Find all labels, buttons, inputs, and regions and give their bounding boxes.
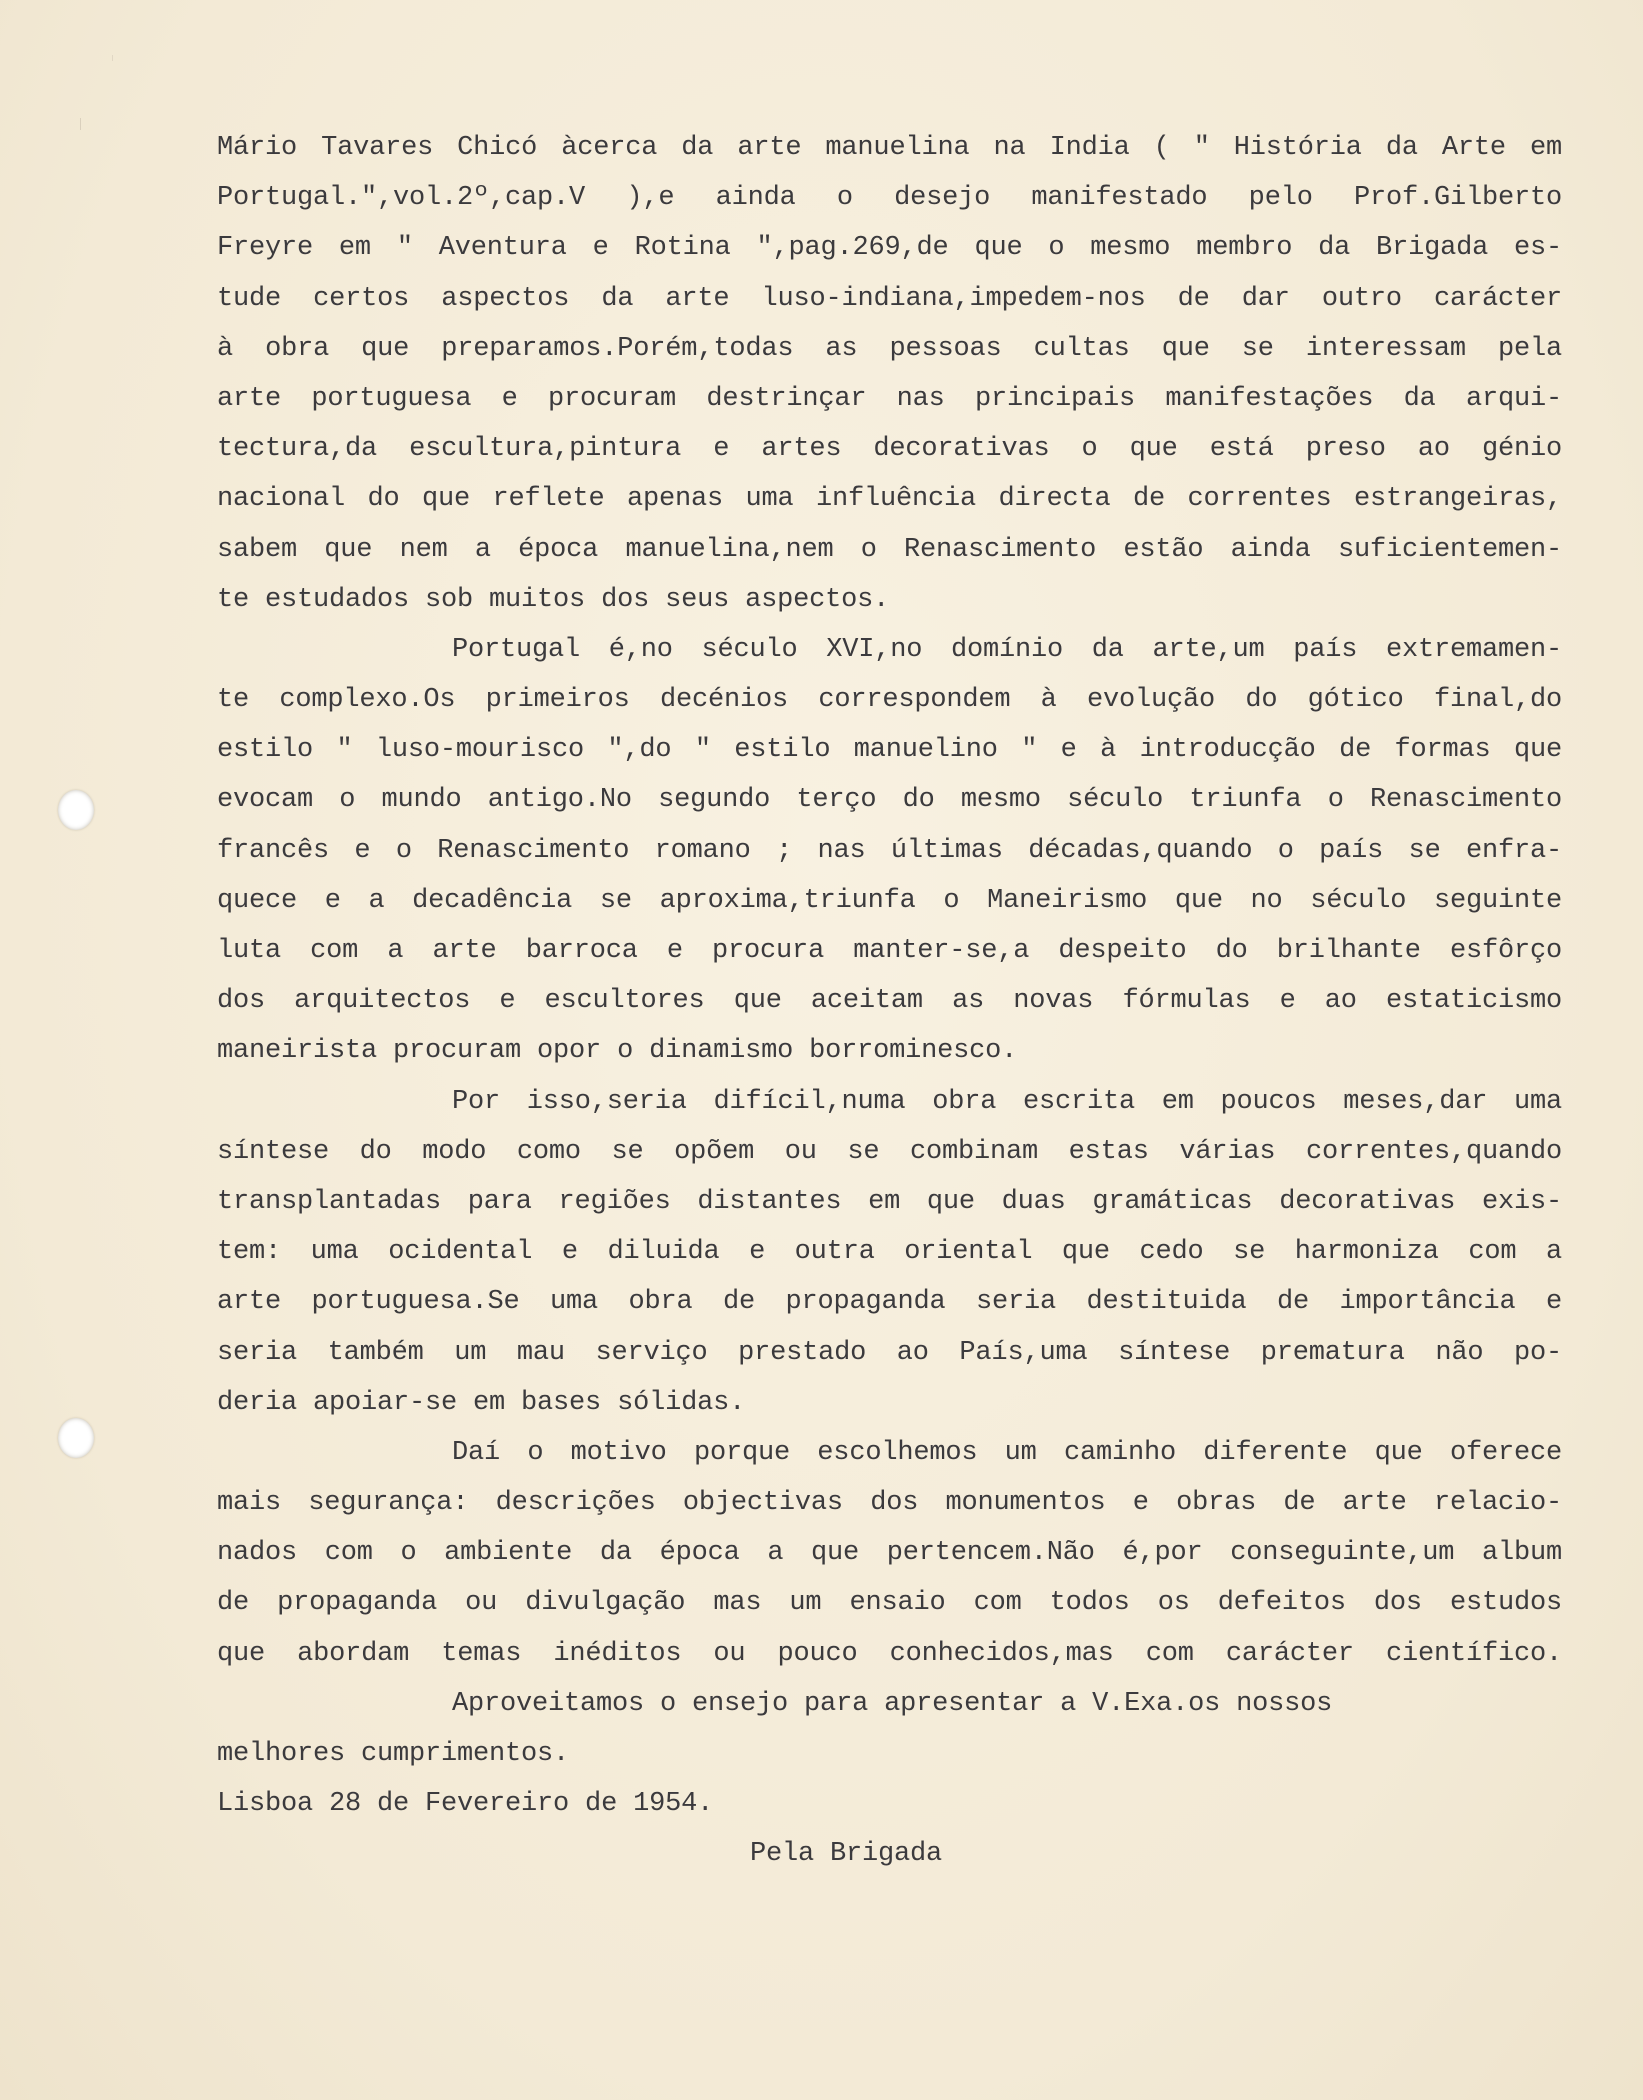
text-line: Mário Tavares Chicó àcerca da arte manuelina na India ( " História da Arte em [217, 133, 1562, 163]
text-line: tectura,da escultura,pintura e artes decorativas o que está preso ao génio [217, 434, 1562, 465]
text-line: te estudados sob muitos dos seus aspectos. [217, 584, 890, 615]
date-line: Lisboa 28 de Fevereiro de 1954. [217, 1789, 714, 1820]
text-line: nacional do que reflete apenas uma influência directa de correntes estrangeiras, [217, 484, 1562, 515]
text-line: maneirista procuram opor o dinamismo borrominesco. [217, 1036, 1018, 1067]
punch-hole-icon [58, 1418, 94, 1458]
text-line: francês e o Renascimento romano ; nas últimas décadas,quando o país se enfra- [217, 835, 1562, 866]
text-line: arte portuguesa.Se uma obra de propaganda seria destituida de importância e [217, 1287, 1562, 1318]
text-line: mais segurança: descrições objectivas dos monumentos e obras de arte relacio- [217, 1488, 1562, 1519]
text-line: de propaganda ou divulgação mas um ensaio com todos os defeitos dos estudos [217, 1588, 1562, 1619]
text-line: dos arquitectos e escultores que aceitam as novas fórmulas e ao estaticismo [217, 986, 1562, 1017]
paper-mark [112, 55, 115, 61]
paper-mark [80, 118, 85, 130]
punch-hole-icon [58, 790, 94, 830]
text-line: quece e a decadência se aproxima,triunfa o Maneirismo que no século seguinte [217, 885, 1562, 916]
text-line: à obra que preparamos.Porém,todas as pessoas cultas que se interessam pela [217, 333, 1562, 364]
text-line: tude certos aspectos da arte luso-indiana,impedem-nos de dar outro carácter [217, 283, 1562, 314]
text-line: sabem que nem a época manuelina,nem o Renascimento estão ainda suficientemen- [217, 534, 1562, 565]
text-line: arte portuguesa e procuram destrinçar nas principais manifestações da arqui- [217, 383, 1562, 414]
text-line: te complexo.Os primeiros decénios correspondem à evolução do gótico final,do [217, 685, 1562, 716]
text-line: Portugal.",vol.2º,cap.V ),e ainda o desejo manifestado pelo Prof.Gilberto [217, 183, 1562, 214]
text-line: Freyre em " Aventura e Rotina ",pag.269,de que o mesmo membro da Brigada es- [217, 233, 1562, 264]
text-line: que abordam temas inéditos ou pouco conhecidos,mas com carácter científico. [217, 1638, 1562, 1669]
text-line: Daí o motivo porque escolhemos um caminho diferente que oferece [452, 1437, 1562, 1468]
letter-body [217, 123, 1562, 1880]
text-line: Por isso,seria difícil,numa obra escrita em poucos meses,dar uma [452, 1086, 1562, 1117]
text-line: transplantadas para regiões distantes em que duas gramáticas decorativas exis- [217, 1186, 1562, 1217]
text-line: Portugal é,no século XVI,no domínio da arte,um país extremamen- [452, 634, 1562, 665]
text-line: luta com a arte barroca e procura manter-se,a despeito do brilhante esfôrço [217, 936, 1562, 966]
text-line: Aproveitamos o ensejo para apresentar a V.Exa.os nossos [452, 1688, 1333, 1719]
text-line: melhores cumprimentos. [217, 1739, 570, 1769]
signature-line: Pela Brigada [750, 1839, 943, 1870]
text-line: estilo " luso-mourisco ",do " estilo manuelino " e à introducção de formas que [217, 735, 1562, 766]
text-line: nados com o ambiente da época a que pertencem.Não é,por conseguinte,um album [217, 1538, 1562, 1569]
text-line: tem: uma ocidental e diluida e outra oriental que cedo se harmoniza com a [217, 1237, 1562, 1268]
text-line: deria apoiar-se em bases sólidas. [217, 1387, 746, 1418]
text-line: síntese do modo como se opõem ou se combinam estas várias correntes,quando [217, 1136, 1562, 1167]
text-line: evocam o mundo antigo.No segundo terço do mesmo século triunfa o Renascimento [217, 785, 1562, 816]
text-line: seria também um mau serviço prestado ao País,uma síntese prematura não po- [217, 1337, 1562, 1368]
